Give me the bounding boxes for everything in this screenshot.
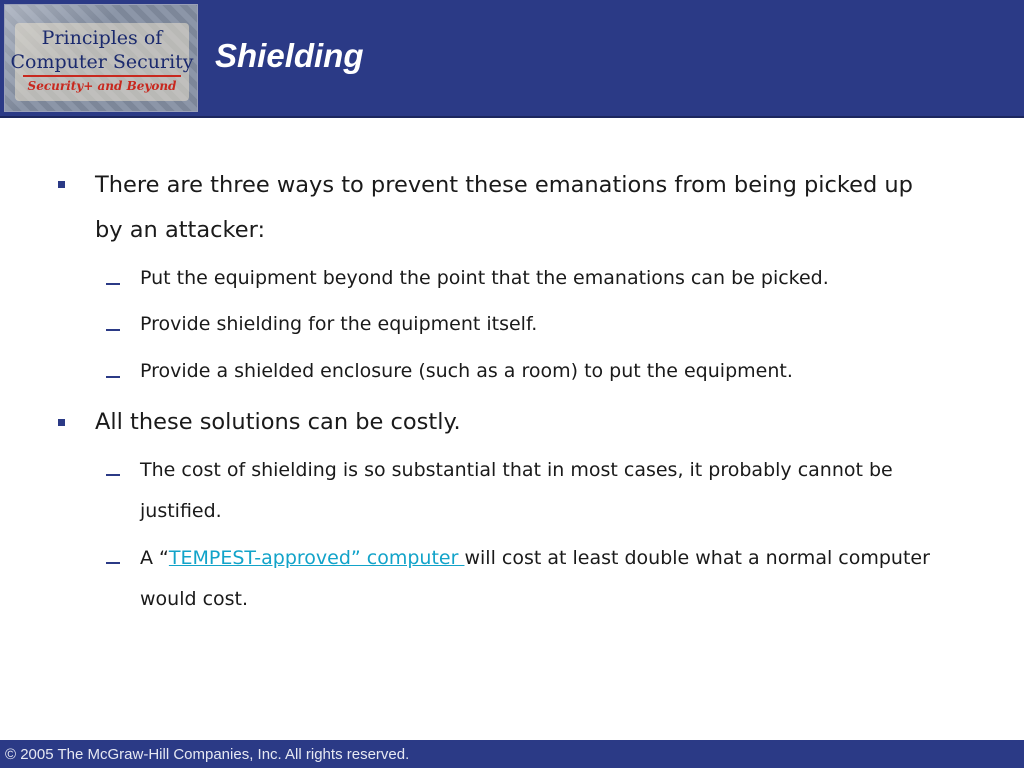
bullet-square-icon: [58, 181, 65, 188]
logo-title-line2: Computer Security: [10, 51, 194, 73]
tempest-link[interactable]: TEMPEST-approved” computer: [168, 547, 465, 569]
subitem-2-1: The cost of shielding is so substantial that in most cases, it probably cannot be justified.: [140, 459, 893, 522]
bullet-2: All these solutions can be costly.: [95, 409, 461, 435]
dash-icon: [106, 562, 120, 564]
slide-footer: [0, 740, 1024, 768]
subitem-1-3: Provide a shielded enclosure (such as a room) to put the equipment.: [140, 360, 793, 382]
book-logo: [4, 4, 198, 112]
dash-icon: [106, 376, 120, 378]
dash-icon: [106, 283, 120, 285]
logo-accent-line: [23, 75, 181, 77]
header-divider: [0, 116, 1024, 118]
slide-title: Shielding: [215, 37, 364, 74]
bullet-square-icon: [58, 419, 65, 426]
subitem-2-2: [140, 538, 980, 620]
copyright-text: © 2005 The McGraw-Hill Companies, Inc. All rights reserved.: [5, 746, 410, 763]
logo-subtitle: Security+ and Beyond: [27, 79, 177, 93]
logo-title-line1: Principles of: [41, 27, 163, 49]
subitem-2-2-prefix: A “: [140, 547, 169, 569]
subitem-2-2-suffix: will cost at least double what a normal computer would cost.: [140, 547, 930, 610]
subitem-1-1: Put the equipment beyond the point that the emanations can be picked.: [140, 267, 829, 289]
dash-icon: [106, 329, 120, 331]
bullet-1: There are three ways to prevent these emanations from being picked up by an attacker:: [95, 172, 913, 243]
subitem-1-2: Provide shielding for the equipment itself.: [140, 313, 538, 335]
dash-icon: [106, 474, 120, 476]
